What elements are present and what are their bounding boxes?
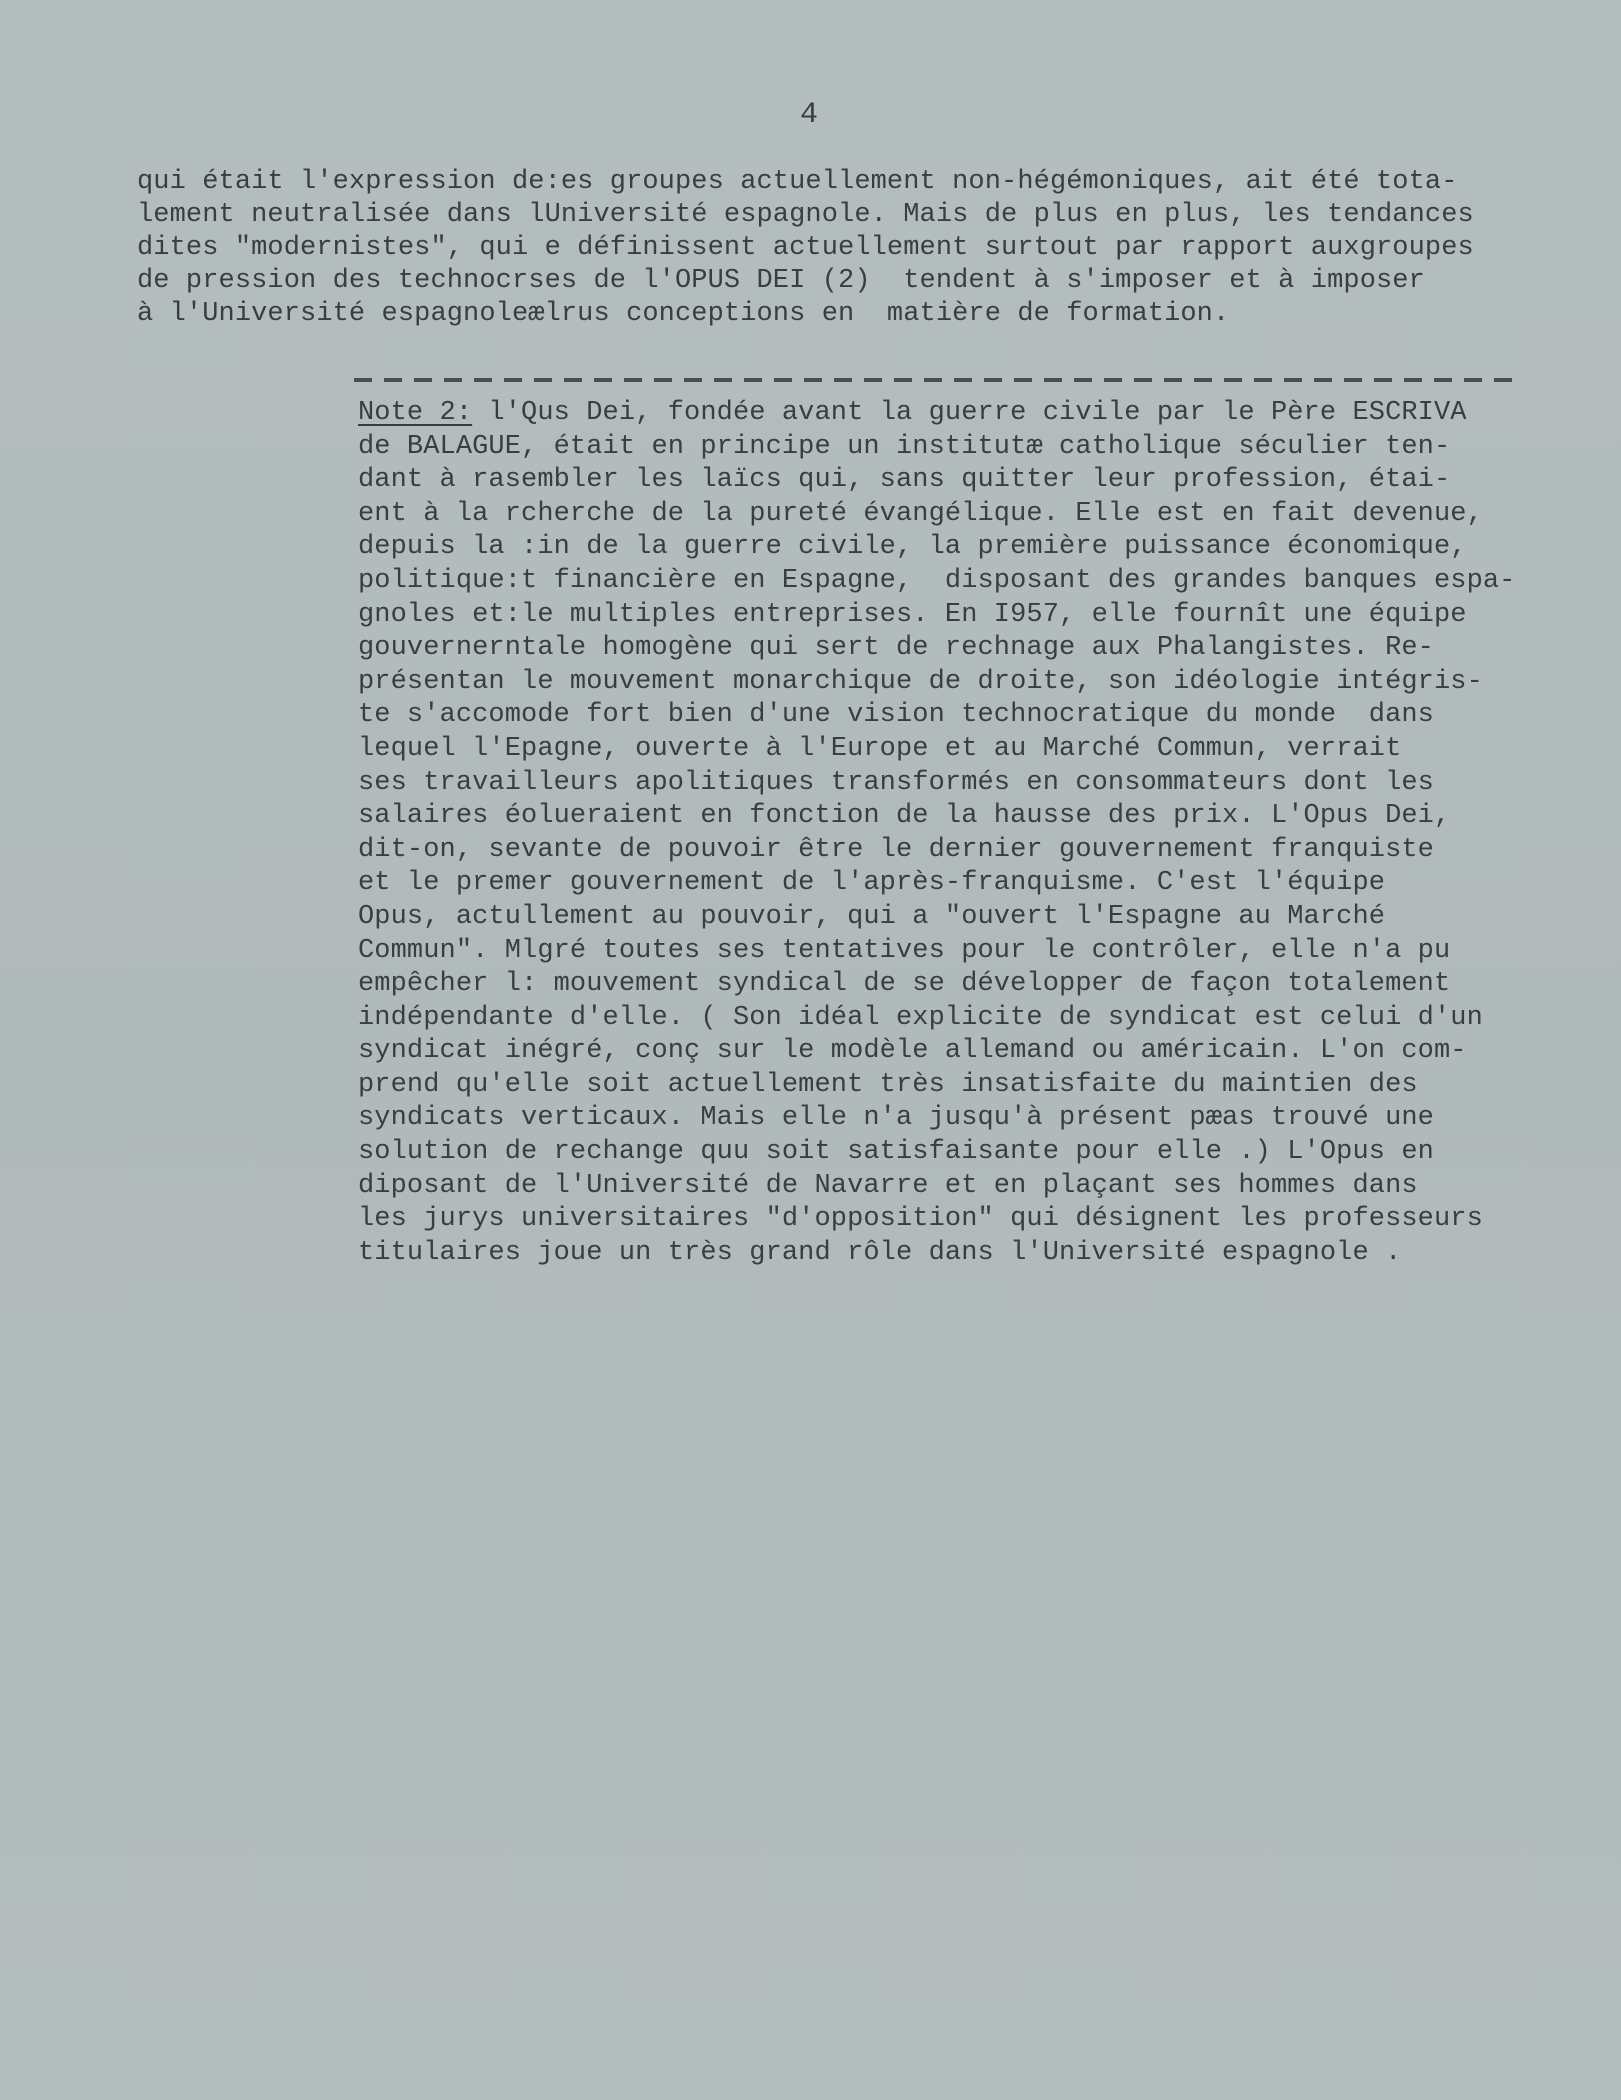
footnote-line: dant à rasembler les laïcs qui, sans quitter leur profession, étai- (358, 465, 1451, 496)
paragraph-line: dites "modernistes", qui e définissent actuellement surtout par rapport auxgroupes (137, 233, 1474, 263)
footnote-line: ent à la rcherche de la pureté évangélique. Elle est en fait devenue, (358, 498, 1483, 529)
footnote (358, 397, 1558, 1270)
footnote-line: présentan le mouvement monarchique de droite, son idéologie intégris- (358, 666, 1483, 697)
footnote-line: de BALAGUE, était en principe un institutæ catholique séculier ten- (358, 431, 1451, 462)
footnote-line: titulaires joue un très grand rôle dans l'Université espagnole . (358, 1237, 1402, 1268)
footnote-line: Opus, actullement au pouvoir, qui a "ouvert l'Espagne au Marché (358, 901, 1386, 932)
footnote-line: syndicats verticaux. Mais elle n'a jusqu'à présent pæas trouvé une (358, 1103, 1434, 1134)
footnote-line: gnoles et:le multiples entreprises. En I957, elle fournît une équipe (358, 599, 1467, 630)
footnote-line: syndicat inégré, conç sur le modèle allemand ou américain. L'on com- (358, 1036, 1467, 1067)
paragraph-line: à l'Université espagnoleælrus conceptions en matière de formation. (137, 299, 1230, 329)
footnote-line: lequel l'Epagne, ouverte à l'Europe et au Marché Commun, verrait (358, 733, 1402, 764)
main-paragraph (137, 166, 1537, 331)
footnote-line: depuis la :in de la guerre civile, la première puissance économique, (358, 532, 1467, 563)
page-number: 4 (800, 98, 819, 132)
footnote-line: diposant de l'Université de Navarre et en plaçant ses hommes dans (358, 1170, 1418, 1201)
footnote-line: les jurys universitaires "d'opposition" qui désignent les professeurs (358, 1204, 1483, 1235)
footnote-line: empêcher l: mouvement syndical de se développer de façon totalement (358, 969, 1451, 1000)
footnote-line: et le premer gouvernement de l'après-franquisme. C'est l'équipe (358, 868, 1386, 899)
footnote-line: ses travailleurs apolitiques transformés en consommateurs dont les (358, 767, 1434, 798)
footnote-line: Commun". Mlgré toutes ses tentatives pour le contrôler, elle n'a pu (358, 935, 1451, 966)
footnote-first-line-text: l'Qus Dei, fondée avant la guerre civile par le Père ESCRIVA (472, 398, 1467, 428)
footnote-first-line (358, 397, 1558, 431)
paragraph-line: lement neutralisée dans lUniversité espagnole. Mais de plus en plus, les tendances (137, 200, 1474, 230)
footnote-line: salaires éolueraient en fonction de la hausse des prix. L'Opus Dei, (358, 801, 1451, 832)
footnote-line: prend qu'elle soit actuellement très insatisfaite du maintien des (358, 1069, 1418, 1100)
footnote-label: Note 2: (358, 398, 473, 428)
paragraph-line: de pression des technocrses de l'OPUS DEI (2) tendent à s'imposer et à imposer (137, 266, 1425, 296)
footnote-line: politique:t financière en Espagne, disposant des grandes banques espa- (358, 565, 1516, 596)
footnote-line: solution de rechange quu soit satisfaisante pour elle .) L'Opus en (358, 1137, 1434, 1168)
footnote-line: indépendante d'elle. ( Son idéal explicite de syndicat est celui d'un (358, 1002, 1483, 1033)
paragraph-line: qui était l'expression de:es groupes actuellement non-hégémoniques, ait été tota- (137, 167, 1458, 197)
footnote-separator (354, 378, 1520, 382)
footnote-line: gouvernerntale homogène qui sert de rechnage aux Phalangistes. Re- (358, 633, 1434, 664)
footnote-line: dit-on, sevante de pouvoir être le dernier gouvernement franquiste (358, 834, 1434, 865)
footnote-line: te s'accomode fort bien d'une vision technocratique du monde dans (358, 700, 1434, 731)
